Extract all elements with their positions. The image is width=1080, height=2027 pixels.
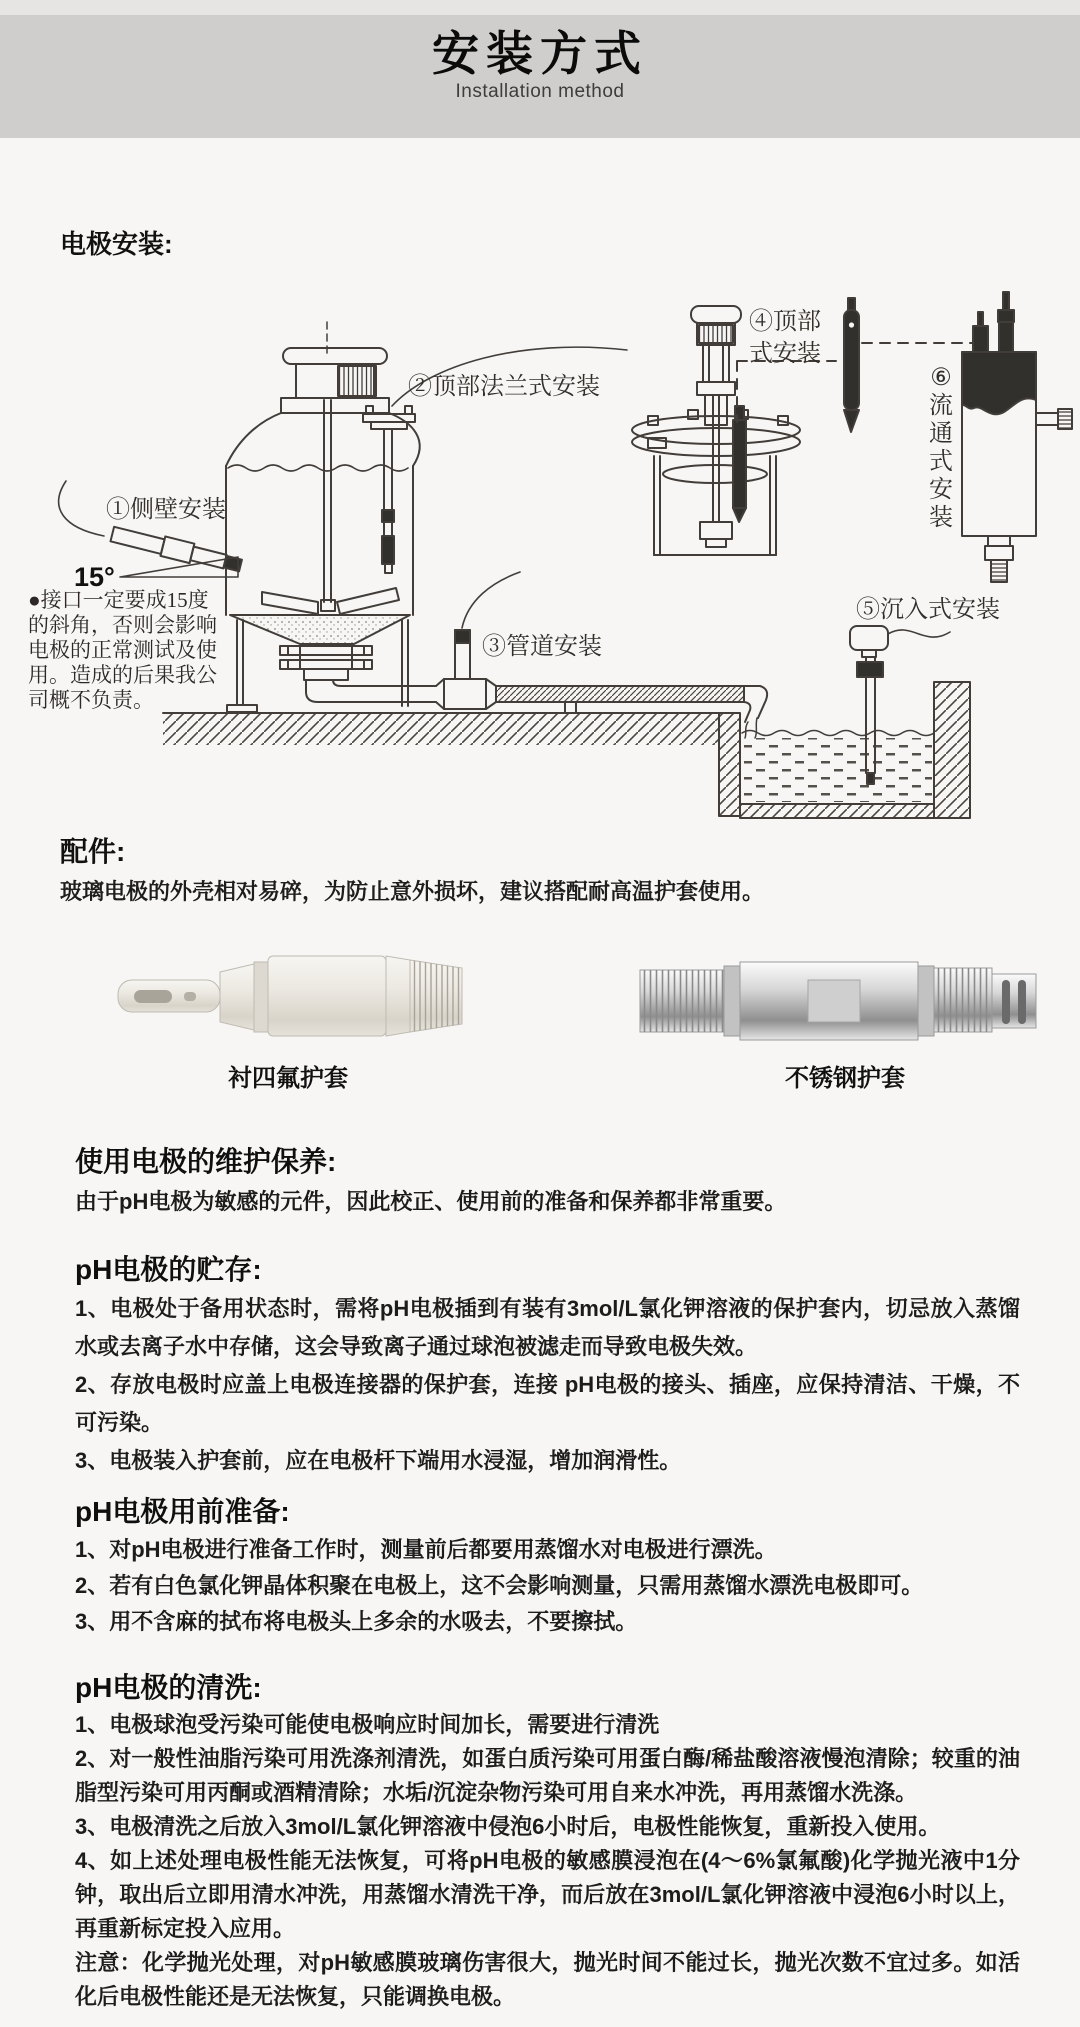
accessories-desc: 玻璃电极的外壳相对易碎，为防止意外损坏，建议搭配耐高温护套使用。 — [60, 879, 765, 904]
maintenance-heading: 使用电极的维护保养: — [75, 1146, 337, 1177]
label-flow-through — [929, 365, 953, 531]
angle-note: ●接口一定要成15度 的斜角，否则会影响 电极的正常测试及使 用。造成的后果我公 司概不负责。 — [28, 588, 217, 712]
label-angle-15: 15° — [74, 562, 115, 592]
label-submerged: ⑤沉入式安装 — [856, 597, 1000, 623]
list-item: 3、电极清洗之后放入3mol/L氯化钾溶液中侵泡6小时后，电极性能恢复，重新投入使用。 — [75, 1814, 941, 1839]
svg-text:装: 装 — [929, 505, 953, 531]
page-title: 安装方式 — [432, 27, 648, 80]
steel-sheath-photo — [640, 962, 1036, 1040]
list-item: 2、存放电极时应盖上电极连接器的保护套，连接 pH电极的接头、插座，应保持清洁、干燥，不可污染。 — [75, 1372, 1020, 1435]
preparation-heading: pH电极用前准备: — [75, 1496, 290, 1527]
install-heading: 电极安装: — [60, 229, 173, 259]
list-item: 注意：化学抛光处理，对pH敏感膜玻璃伤害很大，抛光时间不能过长，抛光次数不宜过多。如活化后电极性能还是无法恢复，只能调换电极。 — [75, 1950, 1020, 2009]
label-top-1: ④顶部 — [749, 309, 821, 335]
svg-text:流: 流 — [929, 393, 953, 419]
ptfe-sheath-label: 衬四氟护套 — [228, 1065, 348, 1092]
list-item: 1、电极球泡受污染可能使电极响应时间加长，需要进行清洗 — [75, 1712, 660, 1737]
storage-heading: pH电极的贮存: — [75, 1254, 262, 1285]
maintenance-intro: 由于pH电极为敏感的元件，因此校正、使用前的准备和保养都非常重要。 — [75, 1189, 787, 1214]
list-item: 3、电极装入护套前，应在电极杆下端用水浸湿，增加润滑性。 — [75, 1448, 682, 1473]
accessories-heading: 配件: — [60, 836, 126, 867]
label-top-2: 式安装 — [749, 341, 821, 367]
page-subtitle: Installation method — [455, 81, 625, 102]
label-pipe: ③管道安装 — [482, 634, 602, 660]
steel-sheath-label: 不锈钢护套 — [785, 1065, 905, 1092]
cleaning-heading: pH电极的清洗: — [75, 1672, 262, 1703]
label-top-flange: ②顶部法兰式安装 — [408, 374, 600, 400]
svg-text:⑥: ⑥ — [930, 365, 952, 391]
list-item: 1、对pH电极进行准备工作时，测量前后都要用蒸馏水对电极进行漂洗。 — [75, 1537, 777, 1562]
list-item: 3、用不含麻的拭布将电极头上多余的水吸去，不要擦拭。 — [75, 1609, 638, 1634]
maintenance-section — [75, 1142, 1020, 2014]
list-item: 2、若有白色氯化钾晶体积聚在电极上，这不会影响测量，只需用蒸馏水漂洗电极即可。 — [75, 1573, 924, 1598]
label-side-wall: ①侧壁安装 — [106, 497, 226, 523]
cleaning-items — [75, 1708, 1020, 2014]
storage-items — [75, 1290, 1020, 1480]
list-item: 1、电极处于备用状态时，需将pH电极插到有装有3mol/L氯化钾溶液的保护套内，切忌放入蒸馏水或去离子水中存储，这会导致离子通过球泡被滤走而导致电极失效。 — [75, 1296, 1020, 1359]
top-strip — [0, 0, 1080, 15]
svg-text:式: 式 — [929, 449, 953, 475]
flow-cell — [962, 292, 1072, 582]
page-header — [0, 15, 1080, 138]
installation-diagram — [0, 270, 1080, 830]
svg-text:安: 安 — [929, 477, 953, 503]
preparation-items — [75, 1532, 1020, 1640]
list-item: 4、如上述处理电极性能无法恢复，可将pH电极的敏感膜浸泡在(4～6%氯氟酸)化学抛光液中1分钟，取出后立即用清水冲洗，用蒸馏水清洗干净，而后放在3mol/L氯化钾溶液中浸泡6小时以上，再重新标定投入应用。 — [75, 1848, 1020, 1941]
ptfe-sheath-photo — [118, 956, 462, 1036]
svg-text:通: 通 — [929, 421, 953, 447]
list-item: 2、对一般性油脂污染可用洗涤剂清洗，如蛋白质污染可用蛋白酶/稀盐酸溶液慢泡清除；较重的油脂型污染可用丙酮或酒精清除；水垢/沉淀杂物污染可用自来水冲洗，再用蒸馏水洗涤。 — [75, 1746, 1020, 1805]
